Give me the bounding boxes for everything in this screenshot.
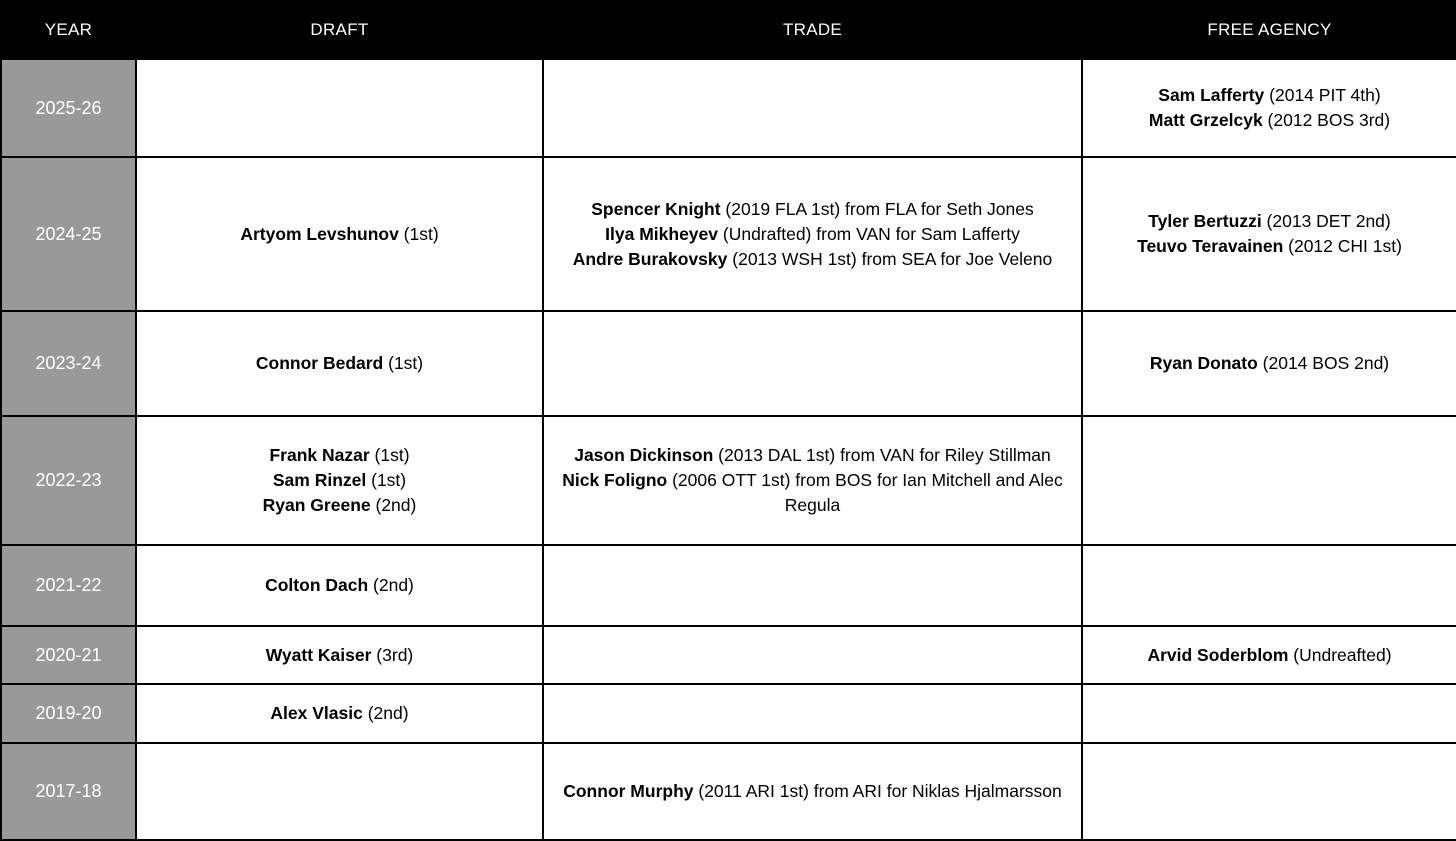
player-entry [1093,108,1446,133]
player-entry [147,443,532,468]
player-name: Andre Burakovsky [572,248,728,269]
player-name: Frank Nazar [269,445,370,465]
draft-cell [136,59,543,157]
draft-cell [136,743,543,840]
table-row [1,59,1456,157]
table-body [1,59,1456,840]
year-cell: 2022-23 [1,416,136,545]
year-cell: 2025-26 [1,59,136,157]
player-entry [1093,83,1446,108]
player-detail: (2nd) [362,703,409,723]
player-detail: (Undrafted) from VAN for Sam Lafferty [718,223,1020,244]
trade-cell [543,311,1082,416]
player-detail: (2014 PIT 4th) [1264,85,1381,105]
table-row [1,311,1456,416]
year-cell: 2024-25 [1,157,136,311]
player-detail: (3rd) [371,644,414,665]
player-entry [554,443,1071,468]
player-detail: (2012 BOS 3rd) [1262,110,1391,130]
player-entry [147,493,532,518]
player-name: Connor Bedard [255,353,384,373]
player-detail: (1st) [366,470,407,490]
draft-cell [136,545,543,626]
player-detail: (2019 FLA 1st) from FLA for Seth Jones [720,198,1034,219]
player-entry [554,197,1071,222]
header-trade: TRADE [543,1,1082,59]
player-name: Sam Rinzel [272,470,367,490]
player-name: Arvid Soderblom [1147,644,1289,665]
free-agency-cell [1082,311,1456,416]
free-agency-cell [1082,626,1456,684]
player-entry [147,351,532,376]
player-detail: (2nd) [370,495,417,515]
year-cell: 2020-21 [1,626,136,684]
player-name: Teuvo Teravainen [1137,236,1284,256]
table-row [1,545,1456,626]
player-name: Ryan Greene [262,495,371,515]
player-detail: (2013 WSH 1st) from SEA for Joe Veleno [727,248,1053,269]
player-entry [554,468,1071,518]
free-agency-cell [1082,59,1456,157]
player-entry [147,573,532,598]
trade-cell [543,157,1082,311]
trade-cell [543,59,1082,157]
player-entry [147,643,532,668]
free-agency-cell [1082,416,1456,545]
player-entry [1093,234,1446,259]
player-detail: (Undreafted) [1288,644,1392,665]
table-row [1,743,1456,840]
free-agency-cell [1082,157,1456,311]
player-entry [1093,351,1446,376]
player-detail: (2006 OTT 1st) from BOS for Ian Mitchell and Alec Regula [667,470,1063,515]
free-agency-cell [1082,545,1456,626]
player-name: Connor Murphy [563,781,694,801]
player-name: Ilya Mikheyev [605,223,719,244]
player-name: Tyler Bertuzzi [1148,211,1262,231]
player-entry [1093,209,1446,234]
header-free-agency: FREE AGENCY [1082,1,1456,59]
draft-cell [136,311,543,416]
header-draft: DRAFT [136,1,543,59]
draft-cell [136,684,543,743]
player-entry [147,222,532,247]
player-name: Matt Grzelcyk [1148,110,1263,130]
player-detail: (1st) [383,353,424,373]
draft-cell [136,626,543,684]
player-name: Wyatt Kaiser [265,644,372,665]
year-cell: 2017-18 [1,743,136,840]
free-agency-cell [1082,743,1456,840]
player-name: Nick Foligno [562,470,668,490]
player-detail: (2nd) [368,575,414,595]
table-row [1,684,1456,743]
trade-cell [543,743,1082,840]
player-entry [1093,643,1446,668]
year-cell: 2023-24 [1,311,136,416]
table-row [1,626,1456,684]
player-name: Artyom Levshunov [240,223,399,244]
player-name: Colton Dach [265,575,369,595]
player-detail: (2014 BOS 2nd) [1257,353,1390,373]
draft-cell [136,416,543,545]
player-entry [554,222,1071,247]
player-name: Spencer Knight [591,198,721,219]
trade-cell [543,416,1082,545]
player-entry [147,468,532,493]
table-row [1,157,1456,311]
year-cell: 2019-20 [1,684,136,743]
player-detail: (1st) [369,445,410,465]
header-year: YEAR [1,1,136,59]
player-entry [554,247,1071,272]
player-entry [147,701,532,726]
table-row [1,416,1456,545]
draft-cell [136,157,543,311]
player-detail: (2011 ARI 1st) from ARI for Niklas Hjalmarsson [693,781,1062,801]
player-detail: (2013 DAL 1st) from VAN for Riley Stillman [713,445,1051,465]
trade-cell [543,684,1082,743]
trade-cell [543,545,1082,626]
player-name: Sam Lafferty [1158,85,1265,105]
player-name: Ryan Donato [1149,353,1258,373]
trade-cell [543,626,1082,684]
player-detail: (2012 CHI 1st) [1283,236,1402,256]
year-cell: 2021-22 [1,545,136,626]
player-name: Alex Vlasic [270,703,363,723]
player-detail: (2013 DET 2nd) [1261,211,1391,231]
player-detail: (1st) [398,223,439,244]
free-agency-cell [1082,684,1456,743]
player-name: Jason Dickinson [574,445,714,465]
header-row [1,1,1456,59]
player-entry [554,779,1071,804]
